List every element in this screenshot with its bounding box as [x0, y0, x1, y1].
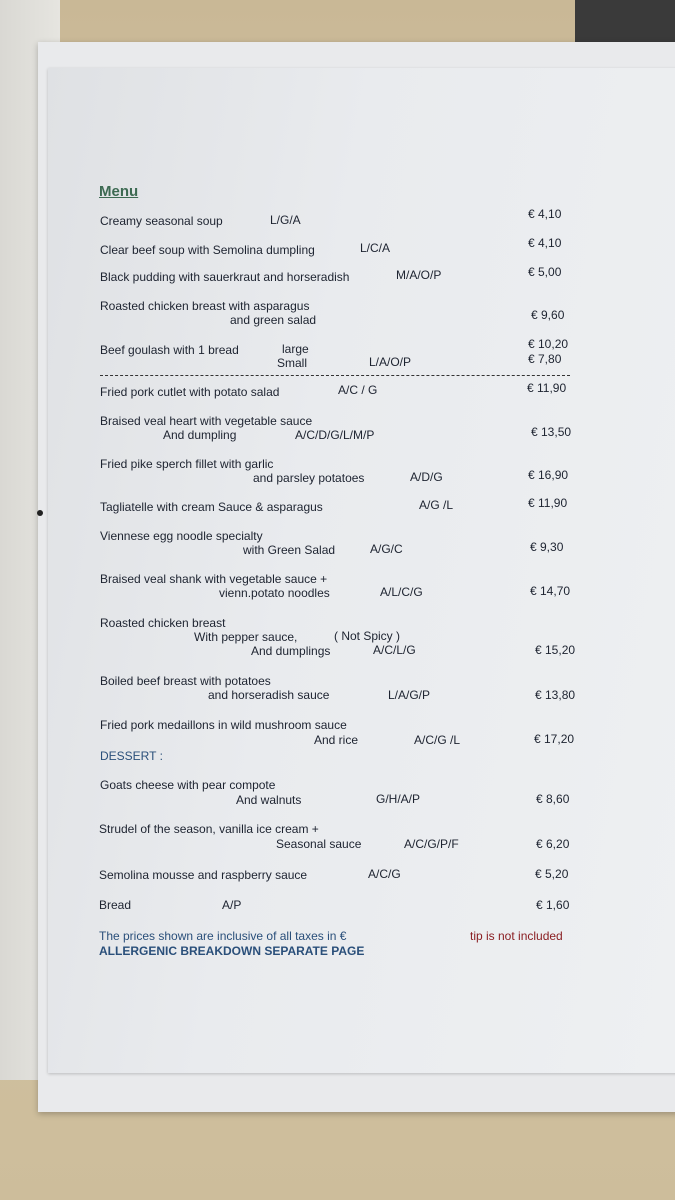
menu-item-price: € 14,70 [530, 584, 571, 598]
menu-item-allergens: L/G/A [270, 213, 301, 227]
footer-tip-note: tip is not included [470, 929, 563, 943]
menu-item-name: Creamy seasonal soup [100, 214, 223, 228]
menu-item-price: € 4,10 [528, 207, 562, 221]
menu-item-allergens: A/D/G [410, 470, 443, 484]
dessert-item-line2: And walnuts [236, 793, 302, 807]
menu-item-line2: And rice [314, 733, 359, 747]
paper-mark [37, 510, 43, 516]
dessert-item-allergens: G/H/A/P [376, 792, 421, 806]
menu-item-name: Roasted chicken breast with asparagus [100, 299, 310, 313]
menu-item-price: € 4,10 [528, 236, 562, 250]
menu-item-size-small: Small [277, 356, 308, 370]
menu-item-name: Fried pike sperch fillet with garlic [100, 457, 274, 471]
menu-item-name: Viennese egg noodle specialty [100, 529, 263, 543]
dessert-item-price: € 1,60 [536, 898, 570, 912]
menu-item-line2: with Green Salad [243, 543, 336, 557]
menu-item-name: Fried pork medaillons in wild mushroom sauce [100, 718, 347, 732]
menu-item-price: € 17,20 [534, 732, 575, 746]
footer-taxes-note: The prices shown are inclusive of all taxes in € [99, 929, 347, 943]
menu-item-line3: And dumplings [251, 644, 331, 658]
dessert-item-allergens: A/C/G/P/F [404, 837, 459, 851]
menu-item-name: Black pudding with sauerkraut and horseradish [100, 270, 350, 284]
menu-item-price-large: € 10,20 [528, 337, 569, 351]
menu-item-price: € 11,90 [528, 496, 568, 510]
menu-item-name: Boiled beef breast with potatoes [100, 674, 271, 688]
menu-item-price: € 9,60 [531, 308, 565, 322]
menu-item-allergens: A/C / G [338, 383, 378, 397]
menu-item-allergens: L/A/O/P [369, 355, 412, 369]
menu-item-allergens: L/C/A [360, 241, 391, 255]
menu-item-line2: and parsley potatoes [253, 471, 365, 485]
menu-item-price: € 13,50 [531, 425, 572, 439]
menu-item-allergens: L/A/G/P [388, 688, 431, 702]
dessert-item-price: € 6,20 [536, 837, 570, 851]
menu-item-line2: vienn.potato noodles [219, 586, 330, 600]
menu-item-name: Braised veal shank with vegetable sauce + [100, 572, 328, 586]
dessert-item-line2: Seasonal sauce [276, 837, 362, 851]
menu-item-allergens: A/G/C [370, 542, 403, 556]
menu-item-name: Clear beef soup with Semolina dumpling [100, 243, 315, 257]
dessert-item-name: Bread [99, 898, 132, 912]
menu-item-price: € 13,80 [535, 688, 576, 702]
divider-line [100, 375, 570, 376]
menu-item-name: Tagliatelle with cream Sauce & asparagus [100, 500, 323, 514]
dessert-item-allergens: A/C/G [368, 867, 401, 881]
menu-item-price: € 15,20 [535, 643, 576, 657]
menu-item-line2: and green salad [230, 313, 317, 327]
menu-item-allergens: A/C/G /L [414, 733, 461, 747]
menu-item-name: Beef goulash with 1 bread [100, 343, 239, 357]
dessert-item-price: € 8,60 [536, 792, 570, 806]
menu-item-note: ( Not Spicy ) [334, 629, 401, 643]
menu-item-price: € 9,30 [530, 540, 564, 554]
dessert-item-allergens: A/P [222, 898, 242, 912]
menu-item-price: € 16,90 [528, 468, 569, 482]
menu-title: Menu [99, 183, 139, 200]
menu-item-allergens: A/G /L [419, 498, 454, 512]
menu-item-allergens: A/C/L/G [373, 643, 416, 657]
dessert-item-name: Goats cheese with pear compote [100, 778, 276, 792]
menu-item-line2: With pepper sauce, [194, 630, 298, 644]
menu-item-allergens: M/A/O/P [396, 268, 442, 282]
dessert-item-name: Strudel of the season, vanilla ice cream + [99, 822, 319, 836]
menu-item-price: € 11,90 [527, 381, 567, 395]
menu-item-line2: and horseradish sauce [208, 688, 330, 702]
menu-item-name: Braised veal heart with vegetable sauce [100, 414, 313, 428]
menu-item-size-large: large [282, 342, 309, 356]
menu-item-allergens: A/C/D/G/L/M/P [295, 428, 375, 442]
menu-item-price-small: € 7,80 [528, 352, 562, 366]
menu-item-allergens: A/L/C/G [380, 585, 423, 599]
dessert-heading: DESSERT : [100, 749, 163, 763]
dessert-item-name: Semolina mousse and raspberry sauce [99, 868, 308, 882]
menu-item-name: Fried pork cutlet with potato salad [100, 385, 280, 399]
menu-item-line2: And dumpling [163, 428, 237, 442]
footer-allergen-note: ALLERGENIC BREAKDOWN SEPARATE PAGE [99, 944, 365, 958]
menu-item-name: Roasted chicken breast [100, 616, 226, 630]
dessert-item-price: € 5,20 [535, 867, 569, 881]
menu-item-price: € 5,00 [528, 265, 562, 279]
